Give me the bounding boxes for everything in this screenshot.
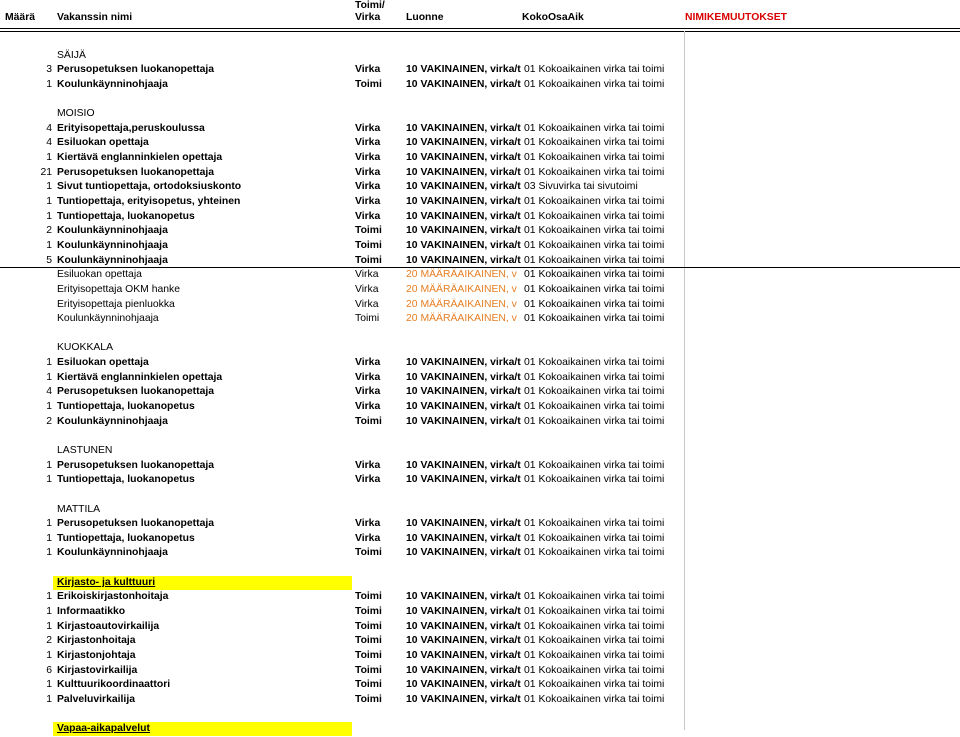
table-row — [0, 224, 960, 239]
kokoosaaik-cell: 01 Kokoaikainen virka tai toimi — [524, 591, 665, 603]
luonne-cell: 10 VAKINAINEN, virka/t — [406, 196, 521, 208]
virka-cell: Toimi — [355, 313, 380, 325]
vacancy-name-cell: Erityisopettaja pienluokka — [57, 298, 175, 310]
luonne-cell: 10 VAKINAINEN, virka/t — [406, 415, 521, 427]
spacer-row — [0, 707, 960, 722]
section-name: MOISIO — [57, 108, 95, 120]
luonne-cell: 10 VAKINAINEN, virka/t — [406, 693, 521, 705]
section-heading — [0, 107, 960, 122]
quantity-cell: 21 — [40, 166, 52, 178]
quantity-cell: 1 — [46, 649, 52, 661]
luonne-cell: 10 VAKINAINEN, virka/t — [406, 532, 521, 544]
kokoosaaik-cell: 01 Kokoaikainen virka tai toimi — [524, 269, 665, 281]
vacancy-name-cell: Perusopetuksen luokanopettaja — [57, 64, 215, 76]
table-row — [0, 400, 960, 415]
table-row — [0, 473, 960, 488]
kokoosaaik-cell: 01 Kokoaikainen virka tai toimi — [524, 386, 665, 398]
header-maara: Määrä — [5, 12, 36, 23]
quantity-cell: 1 — [46, 620, 52, 632]
table-row — [0, 166, 960, 181]
quantity-cell: 5 — [46, 254, 52, 266]
luonne-cell: 10 VAKINAINEN, virka/t — [406, 605, 521, 617]
virka-cell: Virka — [355, 371, 381, 383]
section-name: LASTUNEN — [57, 444, 113, 456]
vacancy-name-cell: Tuntiopettaja, erityisopetus, yhteinen — [57, 196, 241, 208]
header-kokoosaaik: KokoOsaAik — [522, 12, 584, 23]
virka-cell: Virka — [355, 152, 381, 164]
header-divider — [0, 31, 960, 32]
vacancy-name-cell: Erikoiskirjastonhoitaja — [57, 591, 169, 603]
vacancy-name-cell: Koulunkäynninohjaaja — [57, 254, 168, 266]
luonne-cell: 10 VAKINAINEN, virka/t — [406, 635, 521, 647]
luonne-cell: 10 VAKINAINEN, virka/t — [406, 239, 521, 251]
table-row — [0, 356, 960, 371]
virka-cell: Toimi — [355, 679, 382, 691]
luonne-cell: 10 VAKINAINEN, virka/t — [406, 166, 521, 178]
kokoosaaik-cell: 01 Kokoaikainen virka tai toimi — [524, 459, 665, 471]
luonne-cell: 10 VAKINAINEN, virka/t — [406, 474, 521, 486]
table-row — [0, 298, 960, 313]
luonne-cell: 10 VAKINAINEN, virka/t — [406, 152, 521, 164]
quantity-cell: 1 — [46, 459, 52, 471]
virka-cell: Toimi — [355, 78, 382, 90]
table-row — [0, 415, 960, 430]
table-row — [0, 122, 960, 137]
vacancy-name-cell: Perusopetuksen luokanopettaja — [57, 166, 215, 178]
virka-cell: Virka — [355, 532, 381, 544]
vacancy-name-cell: Tuntiopettaja, luokanopetus — [57, 474, 195, 486]
kokoosaaik-cell: 01 Kokoaikainen virka tai toimi — [524, 620, 665, 632]
section-name: MATTILA — [57, 503, 101, 515]
vacancy-table — [0, 34, 960, 737]
category-heading — [0, 722, 960, 737]
quantity-cell: 3 — [46, 64, 52, 76]
kokoosaaik-cell: 01 Kokoaikainen virka tai toimi — [524, 166, 665, 178]
header-virka: Virka — [355, 12, 381, 23]
virka-cell: Virka — [355, 210, 381, 222]
quantity-cell: 6 — [46, 664, 52, 676]
luonne-cell: 10 VAKINAINEN, virka/t — [406, 664, 521, 676]
vacancy-name-cell: Tuntiopettaja, luokanopetus — [57, 401, 195, 413]
table-row — [0, 546, 960, 561]
virka-cell: Toimi — [355, 547, 382, 559]
kokoosaaik-cell: 01 Kokoaikainen virka tai toimi — [524, 693, 665, 705]
kokoosaaik-cell: 01 Kokoaikainen virka tai toimi — [524, 254, 665, 266]
spacer-row — [0, 561, 960, 576]
kokoosaaik-cell: 01 Kokoaikainen virka tai toimi — [524, 664, 665, 676]
luonne-cell: 10 VAKINAINEN, virka/t — [406, 459, 521, 471]
quantity-cell: 2 — [46, 415, 52, 427]
quantity-cell: 1 — [46, 693, 52, 705]
virka-cell: Virka — [355, 518, 381, 530]
luonne-cell: 20 MÄÄRÄAIKAINEN, v — [406, 269, 517, 281]
virka-cell: Toimi — [355, 664, 382, 676]
virka-cell: Toimi — [355, 635, 382, 647]
luonne-cell: 10 VAKINAINEN, virka/t — [406, 371, 521, 383]
kokoosaaik-cell: 01 Kokoaikainen virka tai toimi — [524, 298, 665, 310]
quantity-cell: 1 — [46, 605, 52, 617]
luonne-cell: 10 VAKINAINEN, virka/t — [406, 181, 521, 193]
virka-cell: Virka — [355, 401, 381, 413]
kokoosaaik-cell: 01 Kokoaikainen virka tai toimi — [524, 210, 665, 222]
kokoosaaik-cell: 01 Kokoaikainen virka tai toimi — [524, 635, 665, 647]
table-row — [0, 620, 960, 635]
virka-cell: Toimi — [355, 239, 382, 251]
table-header — [0, 0, 960, 30]
vacancy-name-cell: Sivut tuntiopettaja, ortodoksiuskonto — [57, 181, 242, 193]
spacer-row — [0, 327, 960, 342]
luonne-cell: 10 VAKINAINEN, virka/t — [406, 591, 521, 603]
quantity-cell: 1 — [46, 679, 52, 691]
luonne-cell: 20 MÄÄRÄAIKAINEN, v — [406, 313, 517, 325]
virka-cell: Virka — [355, 283, 379, 295]
table-row — [0, 634, 960, 649]
vacancy-name-cell: Erityisopettaja OKM hanke — [57, 283, 181, 295]
table-row — [0, 268, 960, 283]
kokoosaaik-cell: 01 Kokoaikainen virka tai toimi — [524, 474, 665, 486]
table-row — [0, 180, 960, 195]
luonne-cell: 10 VAKINAINEN, virka/t — [406, 78, 521, 90]
luonne-cell: 10 VAKINAINEN, virka/t — [406, 620, 521, 632]
kokoosaaik-cell: 01 Kokoaikainen virka tai toimi — [524, 679, 665, 691]
virka-cell: Toimi — [355, 254, 382, 266]
kokoosaaik-cell: 01 Kokoaikainen virka tai toimi — [524, 605, 665, 617]
header-vakanssin-nimi: Vakanssin nimi — [57, 12, 133, 23]
virka-cell: Virka — [355, 459, 381, 471]
table-row — [0, 254, 960, 269]
spacer-row — [0, 488, 960, 503]
kokoosaaik-cell: 01 Kokoaikainen virka tai toimi — [524, 78, 665, 90]
vacancy-name-cell: Kiertävä englanninkielen opettaja — [57, 152, 223, 164]
category-heading — [0, 576, 960, 591]
kokoosaaik-cell: 01 Kokoaikainen virka tai toimi — [524, 122, 665, 134]
virka-cell: Virka — [355, 357, 381, 369]
vacancy-name-cell: Koulunkäynninohjaaja — [57, 415, 168, 427]
vacancy-name-cell: Koulunkäynninohjaaja — [57, 239, 168, 251]
vacancy-name-cell: Koulunkäynninohjaaja — [57, 78, 168, 90]
kokoosaaik-cell: 01 Kokoaikainen virka tai toimi — [524, 415, 665, 427]
table-row — [0, 605, 960, 620]
quantity-cell: 4 — [46, 386, 52, 398]
section-heading — [0, 444, 960, 459]
quantity-cell: 1 — [46, 371, 52, 383]
kokoosaaik-cell: 01 Kokoaikainen virka tai toimi — [524, 371, 665, 383]
kokoosaaik-cell: 01 Kokoaikainen virka tai toimi — [524, 152, 665, 164]
quantity-cell: 1 — [46, 210, 52, 222]
luonne-cell: 10 VAKINAINEN, virka/t — [406, 649, 521, 661]
luonne-cell: 10 VAKINAINEN, virka/t — [406, 401, 521, 413]
vacancy-name-cell: Perusopetuksen luokanopettaja — [57, 518, 215, 530]
luonne-cell: 10 VAKINAINEN, virka/t — [406, 254, 521, 266]
vacancy-name-cell: Koulunkäynninohjaaja — [57, 313, 159, 325]
header-divider — [0, 28, 960, 29]
virka-cell: Toimi — [355, 415, 382, 427]
header-luonne: Luonne — [406, 12, 444, 23]
kokoosaaik-cell: 01 Kokoaikainen virka tai toimi — [524, 283, 665, 295]
virka-cell: Toimi — [355, 605, 382, 617]
header-nimikemuutokset: NIMIKEMUUTOKSET — [685, 12, 787, 23]
table-row — [0, 78, 960, 93]
luonne-cell: 10 VAKINAINEN, virka/t — [406, 386, 521, 398]
luonne-cell: 10 VAKINAINEN, virka/t — [406, 357, 521, 369]
vacancy-name-cell: Esiluokan opettaja — [57, 269, 142, 281]
kokoosaaik-cell: 01 Kokoaikainen virka tai toimi — [524, 225, 665, 237]
quantity-cell: 1 — [46, 357, 52, 369]
kokoosaaik-cell: 01 Kokoaikainen virka tai toimi — [524, 313, 665, 325]
table-row — [0, 532, 960, 547]
category-name: Vapaa-aikapalvelut — [57, 723, 150, 735]
section-heading — [0, 503, 960, 518]
vacancy-name-cell: Informaatikko — [57, 605, 126, 617]
kokoosaaik-cell: 01 Kokoaikainen virka tai toimi — [524, 239, 665, 251]
luonne-cell: 20 MÄÄRÄAIKAINEN, v — [406, 283, 517, 295]
quantity-cell: 1 — [46, 591, 52, 603]
quantity-cell: 4 — [46, 137, 52, 149]
virka-cell: Toimi — [355, 649, 382, 661]
table-row — [0, 678, 960, 693]
table-row — [0, 517, 960, 532]
table-row — [0, 63, 960, 78]
table-row — [0, 239, 960, 254]
quantity-cell: 2 — [46, 225, 52, 237]
luonne-cell: 10 VAKINAINEN, virka/t — [406, 210, 521, 222]
virka-cell: Virka — [355, 298, 379, 310]
table-row — [0, 693, 960, 708]
kokoosaaik-cell: 01 Kokoaikainen virka tai toimi — [524, 401, 665, 413]
luonne-cell: 10 VAKINAINEN, virka/t — [406, 137, 521, 149]
table-row — [0, 210, 960, 225]
virka-cell: Virka — [355, 64, 381, 76]
virka-cell: Toimi — [355, 620, 382, 632]
table-row — [0, 371, 960, 386]
virka-cell: Virka — [355, 181, 381, 193]
quantity-cell: 1 — [46, 547, 52, 559]
quantity-cell: 1 — [46, 152, 52, 164]
vacancy-name-cell: Palveluvirkailija — [57, 693, 135, 705]
vacancy-name-cell: Kirjastonhoitaja — [57, 635, 136, 647]
vacancy-name-cell: Esiluokan opettaja — [57, 137, 149, 149]
table-row — [0, 459, 960, 474]
quantity-cell: 2 — [46, 635, 52, 647]
virka-cell: Virka — [355, 137, 381, 149]
luonne-cell: 10 VAKINAINEN, virka/t — [406, 547, 521, 559]
table-row — [0, 283, 960, 298]
quantity-cell: 1 — [46, 239, 52, 251]
vacancy-name-cell: Kirjastoautovirkailija — [57, 620, 160, 632]
vacancy-name-cell: Tuntiopettaja, luokanopetus — [57, 532, 195, 544]
vacancy-name-cell: Kulttuurikoordinaattori — [57, 679, 171, 691]
vacancy-name-cell: Kiertävä englanninkielen opettaja — [57, 371, 223, 383]
kokoosaaik-cell: 01 Kokoaikainen virka tai toimi — [524, 196, 665, 208]
quantity-cell: 1 — [46, 401, 52, 413]
table-row — [0, 136, 960, 151]
virka-cell: Toimi — [355, 591, 382, 603]
table-row — [0, 664, 960, 679]
kokoosaaik-cell: 01 Kokoaikainen virka tai toimi — [524, 649, 665, 661]
header-toimi: Toimi/ — [355, 0, 385, 11]
luonne-cell: 10 VAKINAINEN, virka/t — [406, 64, 521, 76]
kokoosaaik-cell: 01 Kokoaikainen virka tai toimi — [524, 518, 665, 530]
table-row — [0, 195, 960, 210]
quantity-cell: 1 — [46, 196, 52, 208]
virka-cell: Virka — [355, 196, 381, 208]
kokoosaaik-cell: 01 Kokoaikainen virka tai toimi — [524, 137, 665, 149]
luonne-cell: 10 VAKINAINEN, virka/t — [406, 122, 521, 134]
table-row — [0, 385, 960, 400]
kokoosaaik-cell: 01 Kokoaikainen virka tai toimi — [524, 64, 665, 76]
vacancy-name-cell: Tuntiopettaja, luokanopetus — [57, 210, 195, 222]
virka-cell: Toimi — [355, 225, 382, 237]
luonne-cell: 10 VAKINAINEN, virka/t — [406, 518, 521, 530]
kokoosaaik-cell: 01 Kokoaikainen virka tai toimi — [524, 357, 665, 369]
kokoosaaik-cell: 01 Kokoaikainen virka tai toimi — [524, 547, 665, 559]
luonne-cell: 10 VAKINAINEN, virka/t — [406, 679, 521, 691]
section-heading — [0, 49, 960, 64]
vacancy-name-cell: Esiluokan opettaja — [57, 357, 149, 369]
vacancy-name-cell: Kirjastonjohtaja — [57, 649, 136, 661]
virka-cell: Virka — [355, 269, 379, 281]
table-row — [0, 151, 960, 166]
luonne-cell: 20 MÄÄRÄAIKAINEN, v — [406, 298, 517, 310]
kokoosaaik-cell: 03 Sivuvirka tai sivutoimi — [524, 181, 638, 193]
category-name: Kirjasto- ja kulttuuri — [57, 576, 156, 588]
vacancy-name-cell: Perusopetuksen luokanopettaja — [57, 386, 215, 398]
quantity-cell: 1 — [46, 474, 52, 486]
quantity-cell: 1 — [46, 181, 52, 193]
quantity-cell: 1 — [46, 532, 52, 544]
virka-cell: Virka — [355, 166, 381, 178]
quantity-cell: 4 — [46, 122, 52, 134]
table-row — [0, 590, 960, 605]
virka-cell: Virka — [355, 122, 381, 134]
kokoosaaik-cell: 01 Kokoaikainen virka tai toimi — [524, 532, 665, 544]
virka-cell: Virka — [355, 474, 381, 486]
spacer-row — [0, 429, 960, 444]
section-heading — [0, 341, 960, 356]
section-name: KUOKKALA — [57, 342, 114, 354]
vacancy-name-cell: Koulunkäynninohjaaja — [57, 225, 168, 237]
vacancy-name-cell: Kirjastovirkailija — [57, 664, 138, 676]
quantity-cell: 1 — [46, 78, 52, 90]
vacancy-name-cell: Erityisopettaja,peruskoulussa — [57, 122, 205, 134]
virka-cell: Toimi — [355, 693, 382, 705]
table-row — [0, 312, 960, 327]
luonne-cell: 10 VAKINAINEN, virka/t — [406, 225, 521, 237]
quantity-cell: 1 — [46, 518, 52, 530]
vacancy-name-cell: Perusopetuksen luokanopettaja — [57, 459, 215, 471]
spacer-row — [0, 34, 960, 49]
table-row — [0, 649, 960, 664]
section-name: SÄIJÄ — [57, 49, 86, 61]
spacer-row — [0, 93, 960, 108]
virka-cell: Virka — [355, 386, 381, 398]
vacancy-name-cell: Koulunkäynninohjaaja — [57, 547, 168, 559]
